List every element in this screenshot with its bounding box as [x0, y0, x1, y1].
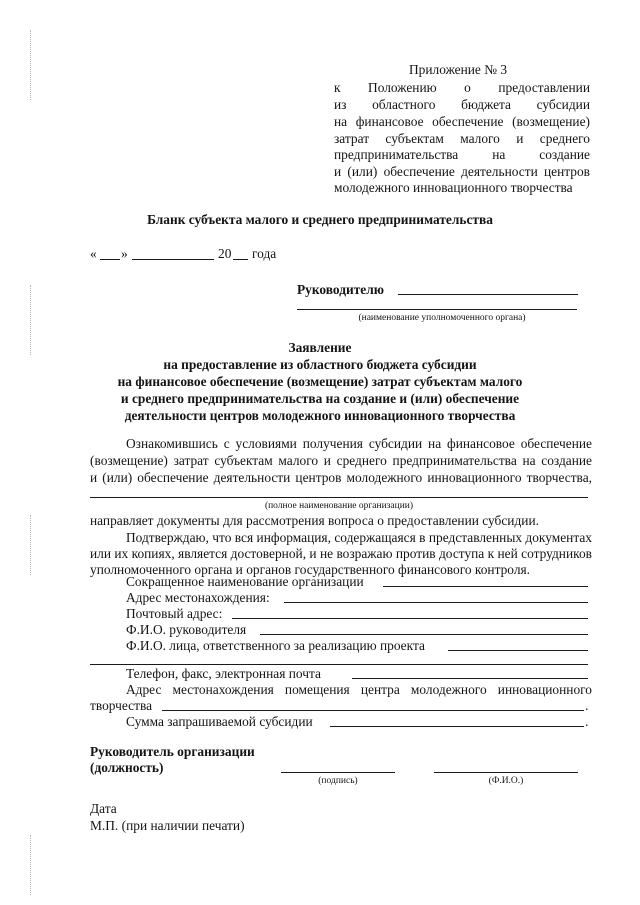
head-name-field[interactable] — [260, 634, 588, 635]
contacts-label: Телефон, факс, электронная почта — [126, 666, 321, 681]
postal-address-field[interactable] — [232, 618, 588, 619]
statement-line: деятельности центров молодежного инновационного творчества — [124, 408, 516, 423]
date-quote-close: » — [121, 246, 128, 261]
year-prefix: 20 — [218, 246, 232, 261]
appendix-line: на финансовое обеспечение (возмещение) — [334, 114, 590, 129]
year-suffix: года — [252, 246, 277, 261]
appendix-title: Приложение № 3 — [409, 62, 508, 77]
address-label: Адрес местонахождения: — [126, 590, 270, 605]
period: . — [585, 714, 589, 729]
scan-margin-marks — [30, 515, 32, 575]
year-blank[interactable] — [233, 259, 248, 260]
center-address-field[interactable] — [162, 710, 584, 711]
statement-line: на предоставление из областного бюджета субсидии — [163, 357, 477, 372]
center-address-label: Адрес местонахождения помещения центра молодежного инновационного — [126, 682, 592, 697]
signer-name-caption: (Ф.И.О.) — [488, 776, 524, 786]
scan-margin-marks — [30, 835, 32, 895]
statement-title: Заявление — [288, 340, 352, 355]
stamp-label: М.П. (при наличии печати) — [90, 818, 245, 833]
addressee-caption: (наименование уполномоченного органа) — [358, 313, 526, 323]
addressee-blank[interactable] — [398, 294, 578, 295]
intro-line: Ознакомившись с условиями получения субсидии на финансовое обеспечение — [126, 436, 592, 451]
responsible-person-field-2[interactable] — [90, 664, 588, 665]
statement-line: на финансовое обеспечение (возмещение) затрат субъектам малого — [117, 374, 523, 389]
form-heading: Бланк субъекта малого и среднего предпринимательства — [147, 212, 493, 227]
appendix-line: из областного бюджета субсидии — [334, 97, 590, 112]
appendix-line: к Положению о предоставлении — [334, 80, 590, 95]
appendix-line: молодежного инновационного творчества — [334, 180, 573, 195]
head-name-label: Ф.И.О. руководителя — [126, 622, 247, 637]
short-name-field[interactable] — [383, 586, 588, 587]
intro-line: и (или) обеспечение деятельности центров молодежного инновационного творчества, — [90, 470, 592, 485]
intro-line: (возмещение) затрат субъектам малого и среднего предпринимательства на создание — [90, 453, 592, 468]
day-blank[interactable] — [100, 259, 120, 260]
responsible-person-label: Ф.И.О. лица, ответственного за реализацию проекта — [126, 638, 425, 653]
statement-line: и среднего предпринимательства на создание и (или) обеспечение — [120, 391, 520, 406]
date-quote-open: « — [90, 246, 97, 261]
short-name-label: Сокращенное наименование организации — [126, 574, 364, 589]
subsidy-amount-label: Сумма запрашиваемой субсидии — [126, 714, 313, 729]
month-blank[interactable] — [132, 259, 214, 260]
org-name-caption: (полное наименование организации) — [264, 501, 414, 511]
confirm-line: Подтверждаю, что вся информация, содержащаяся в представленных документах — [126, 530, 592, 545]
signature-caption: (подпись) — [318, 776, 358, 786]
signature-head-title: Руководитель организации — [90, 744, 255, 759]
subsidy-amount-field[interactable] — [330, 726, 584, 727]
appendix-line: затрат субъектам малого и среднего — [334, 131, 590, 146]
appendix-line: предпринимательства на создание — [334, 147, 590, 162]
contacts-field[interactable] — [352, 678, 588, 679]
date-label: Дата — [90, 801, 117, 816]
sends-documents-text: направляет документы для рассмотрения вопроса о предоставлении субсидии. — [90, 513, 539, 528]
address-field[interactable] — [284, 602, 588, 603]
period: . — [585, 698, 589, 713]
confirm-line: уполномоченного органа и органов государственного финансового контроля. — [90, 562, 531, 577]
addressee-label: Руководителю — [297, 282, 384, 297]
appendix-line: и (или) обеспечение деятельности центров — [334, 164, 590, 179]
responsible-person-field[interactable] — [448, 650, 588, 651]
signature-position-caption: (должность) — [90, 760, 164, 775]
scan-margin-marks — [30, 30, 32, 100]
confirm-line: или их копиях, является достоверной, и не возражаю против доступа к ней сотрудников — [90, 546, 592, 561]
center-address-label-2: творчества — [90, 698, 153, 713]
postal-address-label: Почтовый адрес: — [126, 606, 223, 621]
